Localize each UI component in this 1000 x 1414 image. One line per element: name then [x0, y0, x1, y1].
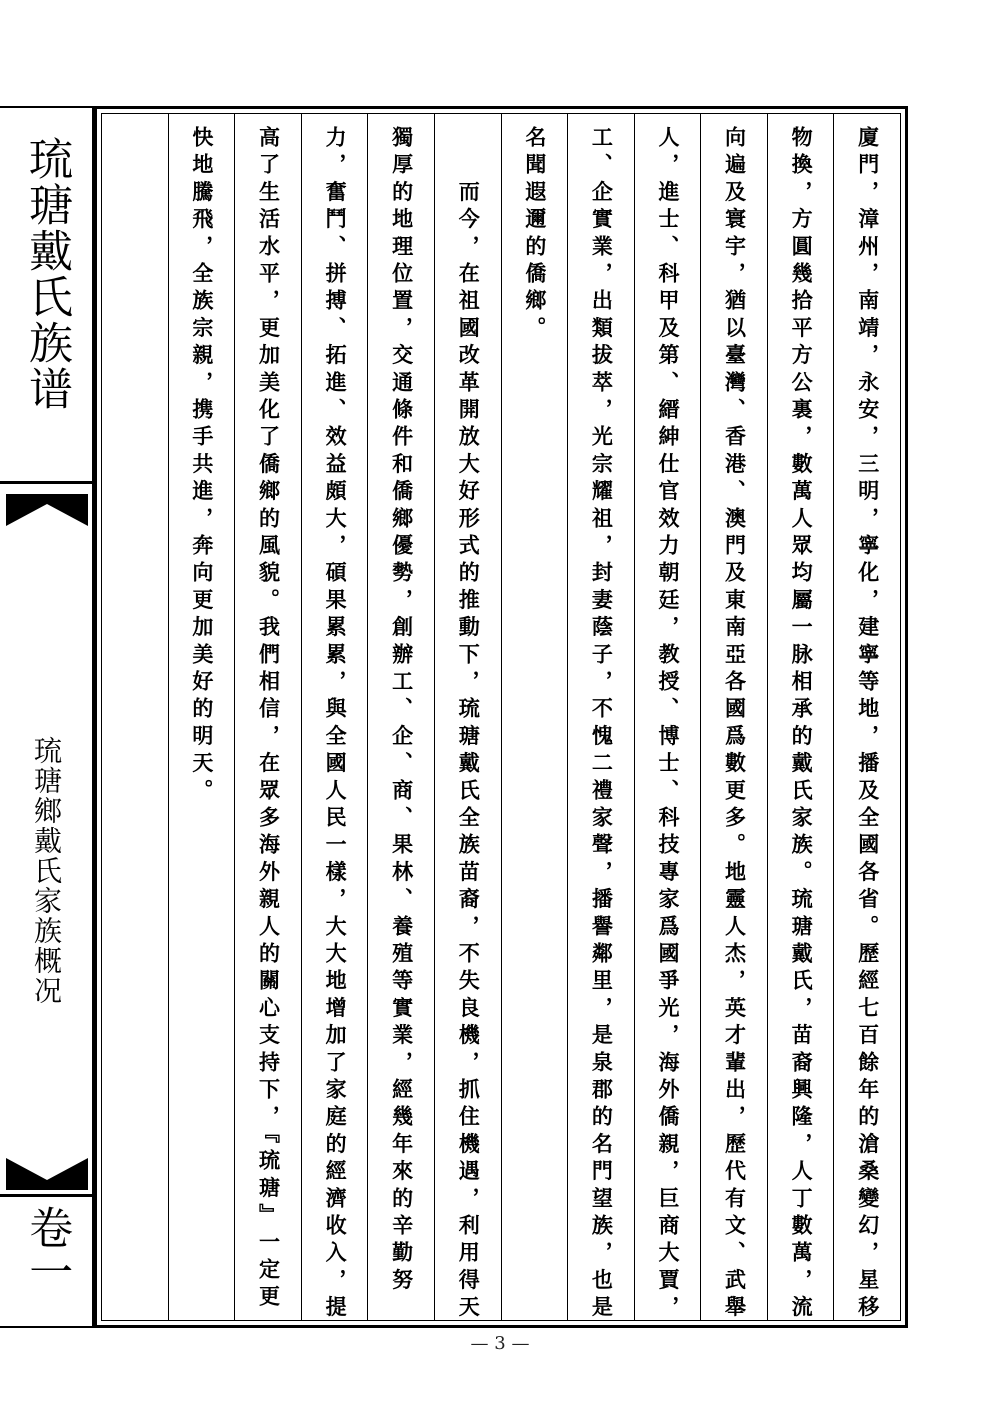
text-column-2: 物換，方圓幾拾平方公裏，數萬人眾均屬一脉相承的戴氏家族。琉瑭戴氏，苗裔興隆，人丁數萬，流	[767, 114, 834, 1320]
volume-label: 卷一	[21, 1205, 73, 1293]
book-spine	[0, 106, 94, 1328]
text-column-4: 人，進士、科甲及第、縉紳仕官效力朝廷，教授、博士、科技專家爲國爭光，海外僑親，巨商大賈，	[634, 114, 701, 1320]
text-column-1: 廈門，漳州，南靖，永安，三明，寧化，建寧等地，播及全國各省。歷經七百餘年的滄桑變幻，星移	[833, 114, 900, 1320]
text-column-7: 而今，在祖國改革開放大好形式的推動下，琉瑭戴氏全族苗裔，不失良機，抓住機遇，利用得天	[434, 114, 501, 1320]
text-column-3: 向遍及寰宇，猶以臺灣、香港、澳門及東南亞各國爲數更多。地靈人杰，英才輩出，歷代有文、武舉	[700, 114, 767, 1320]
fishtail-bottom-icon	[6, 1158, 88, 1190]
text-column-11: 快地騰飛，全族宗親，携手共進，奔向更加美好的明天。	[168, 114, 235, 1320]
text-column-8: 獨厚的地理位置，交通條件和僑鄉優勢，創辦工、企、商、果林、養殖等實業，經幾年來的辛勤努	[367, 114, 434, 1320]
page-number: — 3 —	[470, 1333, 530, 1354]
book-title: 琉瑭戴氏族谱	[21, 136, 72, 412]
text-column-12	[102, 114, 168, 1320]
chapter-title-box	[0, 736, 92, 1006]
text-column-10: 高了生活水平，更加美化了僑鄉的風貌。我們相信，在眾多海外親人的關心支持下，『琉瑭』一定更	[234, 114, 301, 1320]
volume-box	[0, 1194, 92, 1326]
chapter-title: 琉瑭鄉戴氏家族概况	[30, 736, 63, 1006]
fishtail-top-icon	[6, 494, 88, 526]
book-title-box	[0, 108, 92, 484]
text-column-9: 力，奮鬥、拼搏、拓進、效益頗大，碩果累累，與全國人民一樣，大大地增加了家庭的經濟收入，提	[301, 114, 368, 1320]
text-frame	[94, 106, 908, 1328]
text-column-6: 名聞遐邇的僑鄉。	[501, 114, 568, 1320]
column-grid	[101, 113, 901, 1321]
text-column-5: 工、企實業，出類拔萃，光宗耀祖，封妻蔭子，不愧二禮家聲，播譽鄰里，是泉郡的名門望族，也是	[567, 114, 634, 1320]
